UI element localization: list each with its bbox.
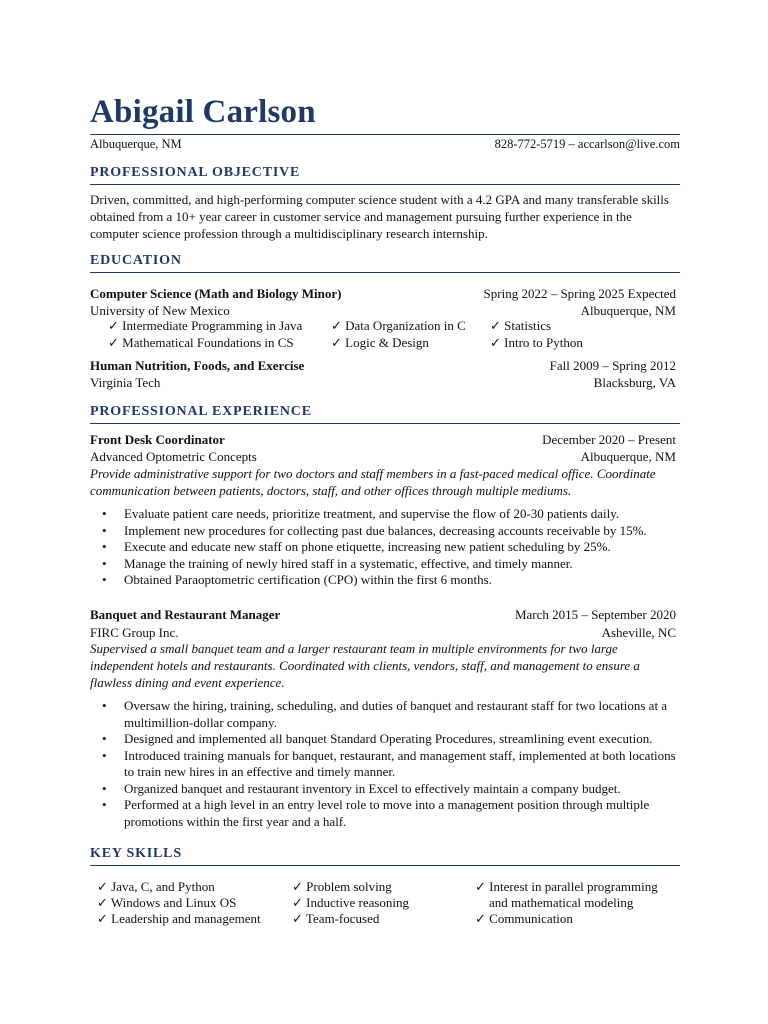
job-bullet: • Organized banquet and restaurant inventory in Excel to effectively maintain a company budget. [90, 781, 680, 798]
course-item: ✓ Intermediate Programming in Java [108, 318, 303, 333]
job-2-summary: Supervised a small banquet team and a larger restaurant team in multiple environments for two large independent hotels and restaurants. Coordinated with clients, vendors, staff, and management to ensure a flawless dining and event experience. [90, 641, 640, 690]
job-2-bullets [90, 698, 680, 830]
job-bullet: • Manage the training of newly hired staff in a systematic, effective, and timely manner. [90, 556, 680, 573]
skill-item: ✓ Team-focused [292, 911, 380, 926]
course-item: ✓ Mathematical Foundations in CS [108, 335, 294, 350]
degree-dates: Fall 2009 – Spring 2012 [549, 358, 676, 373]
skills-column-2 [292, 879, 409, 927]
course-item: ✓ Logic & Design [331, 335, 429, 350]
job-dates: December 2020 – Present [542, 432, 676, 447]
school-location: Blacksburg, VA [593, 375, 676, 390]
course-item: ✓ Statistics [490, 318, 552, 333]
company-name: FIRC Group Inc. [90, 625, 179, 640]
job-bullet: • Execute and educate new staff on phone etiquette, increasing new patient scheduling by 25%. [90, 539, 680, 556]
contact-text: 828-772-5719 – accarlson@live.com [494, 137, 680, 151]
skills-column-1 [97, 879, 261, 927]
school-name: Virginia Tech [90, 375, 161, 390]
contact-row [90, 134, 680, 152]
skill-item: ✓ Leadership and management [97, 911, 261, 926]
job-title: Front Desk Coordinator [90, 432, 225, 447]
education-heading: EDUCATION [90, 252, 680, 273]
skill-item: ✓ Inductive reasoning [292, 895, 410, 910]
job-1-header [90, 431, 676, 448]
job-title: Banquet and Restaurant Manager [90, 607, 281, 622]
job-1-company-row [90, 448, 676, 465]
job-bullet: • Obtained Paraoptometric certification (CPO) within the first 6 months. [90, 572, 680, 589]
skill-item: ✓ Communication [475, 911, 573, 926]
skill-item: ✓ Problem solving [292, 879, 392, 894]
course-item: ✓ Intro to Python [490, 335, 583, 350]
job-bullet: • Designed and implemented all banquet Standard Operating Procedures, streamlining event execution. [90, 731, 680, 748]
job-bullet: • Introduced training manuals for banquet, restaurant, and management staff, implemented at both locations to train new hires in an effective and timely manner. [90, 748, 680, 781]
skill-item: ✓ Java, C, and Python [97, 879, 215, 894]
job-bullet: • Implement new procedures for collecting past due balances, decreasing accounts receivable by 15%. [90, 523, 680, 540]
job-bullet: • Performed at a high level in an entry level role to move into a management position through multiple promotions within the first year and a half. [90, 797, 680, 830]
location-text: Albuquerque, NM [90, 137, 182, 151]
school-location: Albuquerque, NM [580, 303, 676, 318]
degree-title: Computer Science (Math and Biology Minor) [90, 286, 342, 301]
company-location: Asheville, NC [601, 625, 676, 640]
skill-item: ✓ Interest in parallel programming [475, 879, 658, 894]
candidate-name: Abigail Carlson [90, 94, 316, 130]
company-name: Advanced Optometric Concepts [90, 449, 257, 464]
job-2-header [90, 606, 676, 623]
degree-dates: Spring 2022 – Spring 2025 Expected [483, 286, 676, 301]
job-bullet: • Oversaw the hiring, training, scheduling, and duties of banquet and restaurant staff for two locations at a multimillion-dollar company. [90, 698, 680, 731]
job-2-company-row [90, 624, 676, 641]
education-entry-2-header [90, 357, 676, 374]
course-item: ✓ Data Organization in C [331, 318, 466, 333]
school-name: University of New Mexico [90, 303, 230, 318]
degree-title: Human Nutrition, Foods, and Exercise [90, 358, 305, 373]
job-bullet: • Evaluate patient care needs, prioritize treatment, and supervise the flow of 20-30 patients daily. [90, 506, 680, 523]
job-1-bullets [90, 506, 680, 589]
experience-heading: PROFESSIONAL EXPERIENCE [90, 403, 680, 424]
company-location: Albuquerque, NM [580, 449, 676, 464]
objective-heading: PROFESSIONAL OBJECTIVE [90, 164, 680, 185]
education-entry-1-header [90, 285, 676, 302]
skills-heading: KEY SKILLS [90, 845, 680, 866]
skill-item-continuation: and mathematical modeling [489, 895, 634, 910]
job-1-summary: Provide administrative support for two doctors and staff members in a fast-paced medical office. Coordinate communication between patients, doctors, staff, and other offices through multiple mediums. [90, 466, 656, 498]
objective-text: Driven, committed, and high-performing computer science student with a 4.2 GPA and many transferable skills obtained from a 10+ year career in customer service and management pursuing further experience in the computer science profession through a multidisciplinary research internship. [90, 192, 669, 241]
education-entry-2-school [90, 374, 676, 391]
skill-item: ✓ Windows and Linux OS [97, 895, 237, 910]
skills-column-3 [475, 879, 658, 927]
job-dates: March 2015 – September 2020 [514, 607, 676, 622]
